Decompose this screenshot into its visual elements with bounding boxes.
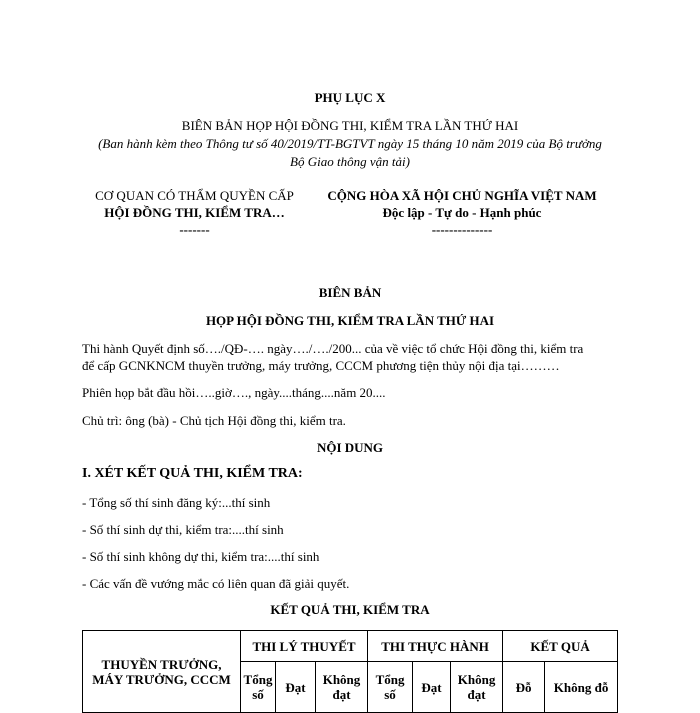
practice-pass-header: Đạt	[413, 662, 451, 713]
republic-motto: Độc lập - Tự do - Hạnh phúc	[382, 205, 542, 220]
decision-para-line2: để cấp GCNKNCM thuyền trưởng, máy trưởng, CCCM phương tiện thủy nội địa tại………	[82, 358, 560, 373]
agency-line2: HỘI ĐỒNG THI, KIỂM TRA…	[104, 205, 285, 220]
minutes-subtitle: HỌP HỘI ĐỒNG THI, KIỂM TRA LẦN THỨ HAI	[205, 313, 495, 328]
bullet-absent: - Số thí sinh không dự thi, kiểm tra:....thí sinh	[82, 549, 320, 564]
theory-fail-header: Không đạt	[316, 662, 368, 713]
row-header-cell: THUYỀN TRƯỞNG, MÁY TRƯỞNG, CCCM	[83, 631, 241, 713]
minutes-title: BIÊN BẢN	[318, 285, 382, 300]
agency-block	[82, 187, 307, 238]
section-1-heading: I. XÉT KẾT QUẢ THI, KIỂM TRA:	[82, 466, 303, 481]
table-header-row	[83, 631, 618, 662]
content-heading: NỘI DUNG	[316, 440, 384, 455]
bullet-registered: - Tổng số thí sinh đăng ký:...thí sinh	[82, 495, 271, 510]
theory-pass-header: Đạt	[276, 662, 316, 713]
results-table-title: KẾT QUẢ THI, KIỂM TRA	[270, 602, 430, 617]
result-fail-header: Không đỗ	[545, 662, 618, 713]
session-start-para: Phiên họp bắt đầu hồi…..giờ…., ngày....tháng....năm 20....	[82, 385, 386, 400]
results-table	[82, 630, 618, 713]
republic-block	[312, 187, 612, 238]
chair-para: Chủ trì: ông (bà) - Chủ tịch Hội đồng thi, kiểm tra.	[82, 413, 346, 428]
result-pass-header: Đỗ	[503, 662, 545, 713]
bullet-attended: - Số thí sinh dự thi, kiểm tra:....thí sinh	[82, 522, 284, 537]
result-group-header: KẾT QUẢ	[503, 631, 618, 662]
appendix-title: PHỤ LỤC X	[314, 90, 386, 105]
theory-total-header: Tổng số	[241, 662, 276, 713]
republic-line1: CỘNG HÒA XÃ HỘI CHỦ NGHĨA VIỆT NAM	[327, 188, 597, 203]
agency-divider: -------	[179, 222, 210, 237]
decision-para-line1: Thi hành Quyết định số…./QĐ-…. ngày…./…./200... của về việc tổ chức Hội đồng thi, kiểm tra	[82, 341, 584, 356]
theory-group-header: THI LÝ THUYẾT	[241, 631, 368, 662]
republic-divider: --------------	[431, 222, 493, 237]
bullet-issues: - Các vấn đề vướng mắc có liên quan đã giải quyết.	[82, 576, 350, 591]
practice-total-header: Tổng số	[368, 662, 413, 713]
issued-note-line2: Bộ Giao thông vận tải)	[290, 154, 410, 169]
document-title: BIÊN BẢN HỌP HỘI ĐỒNG THI, KIỂM TRA LẦN THỨ HAI	[181, 118, 519, 133]
issued-note-line1: (Ban hành kèm theo Thông tư số 40/2019/TT-BGTVT ngày 15 tháng 10 năm 2019 của Bộ trưởng	[98, 136, 602, 151]
agency-line1: CƠ QUAN CÓ THẨM QUYỀN CẤP	[95, 188, 294, 203]
practice-group-header: THI THỰC HÀNH	[368, 631, 503, 662]
practice-fail-header: Không đạt	[451, 662, 503, 713]
